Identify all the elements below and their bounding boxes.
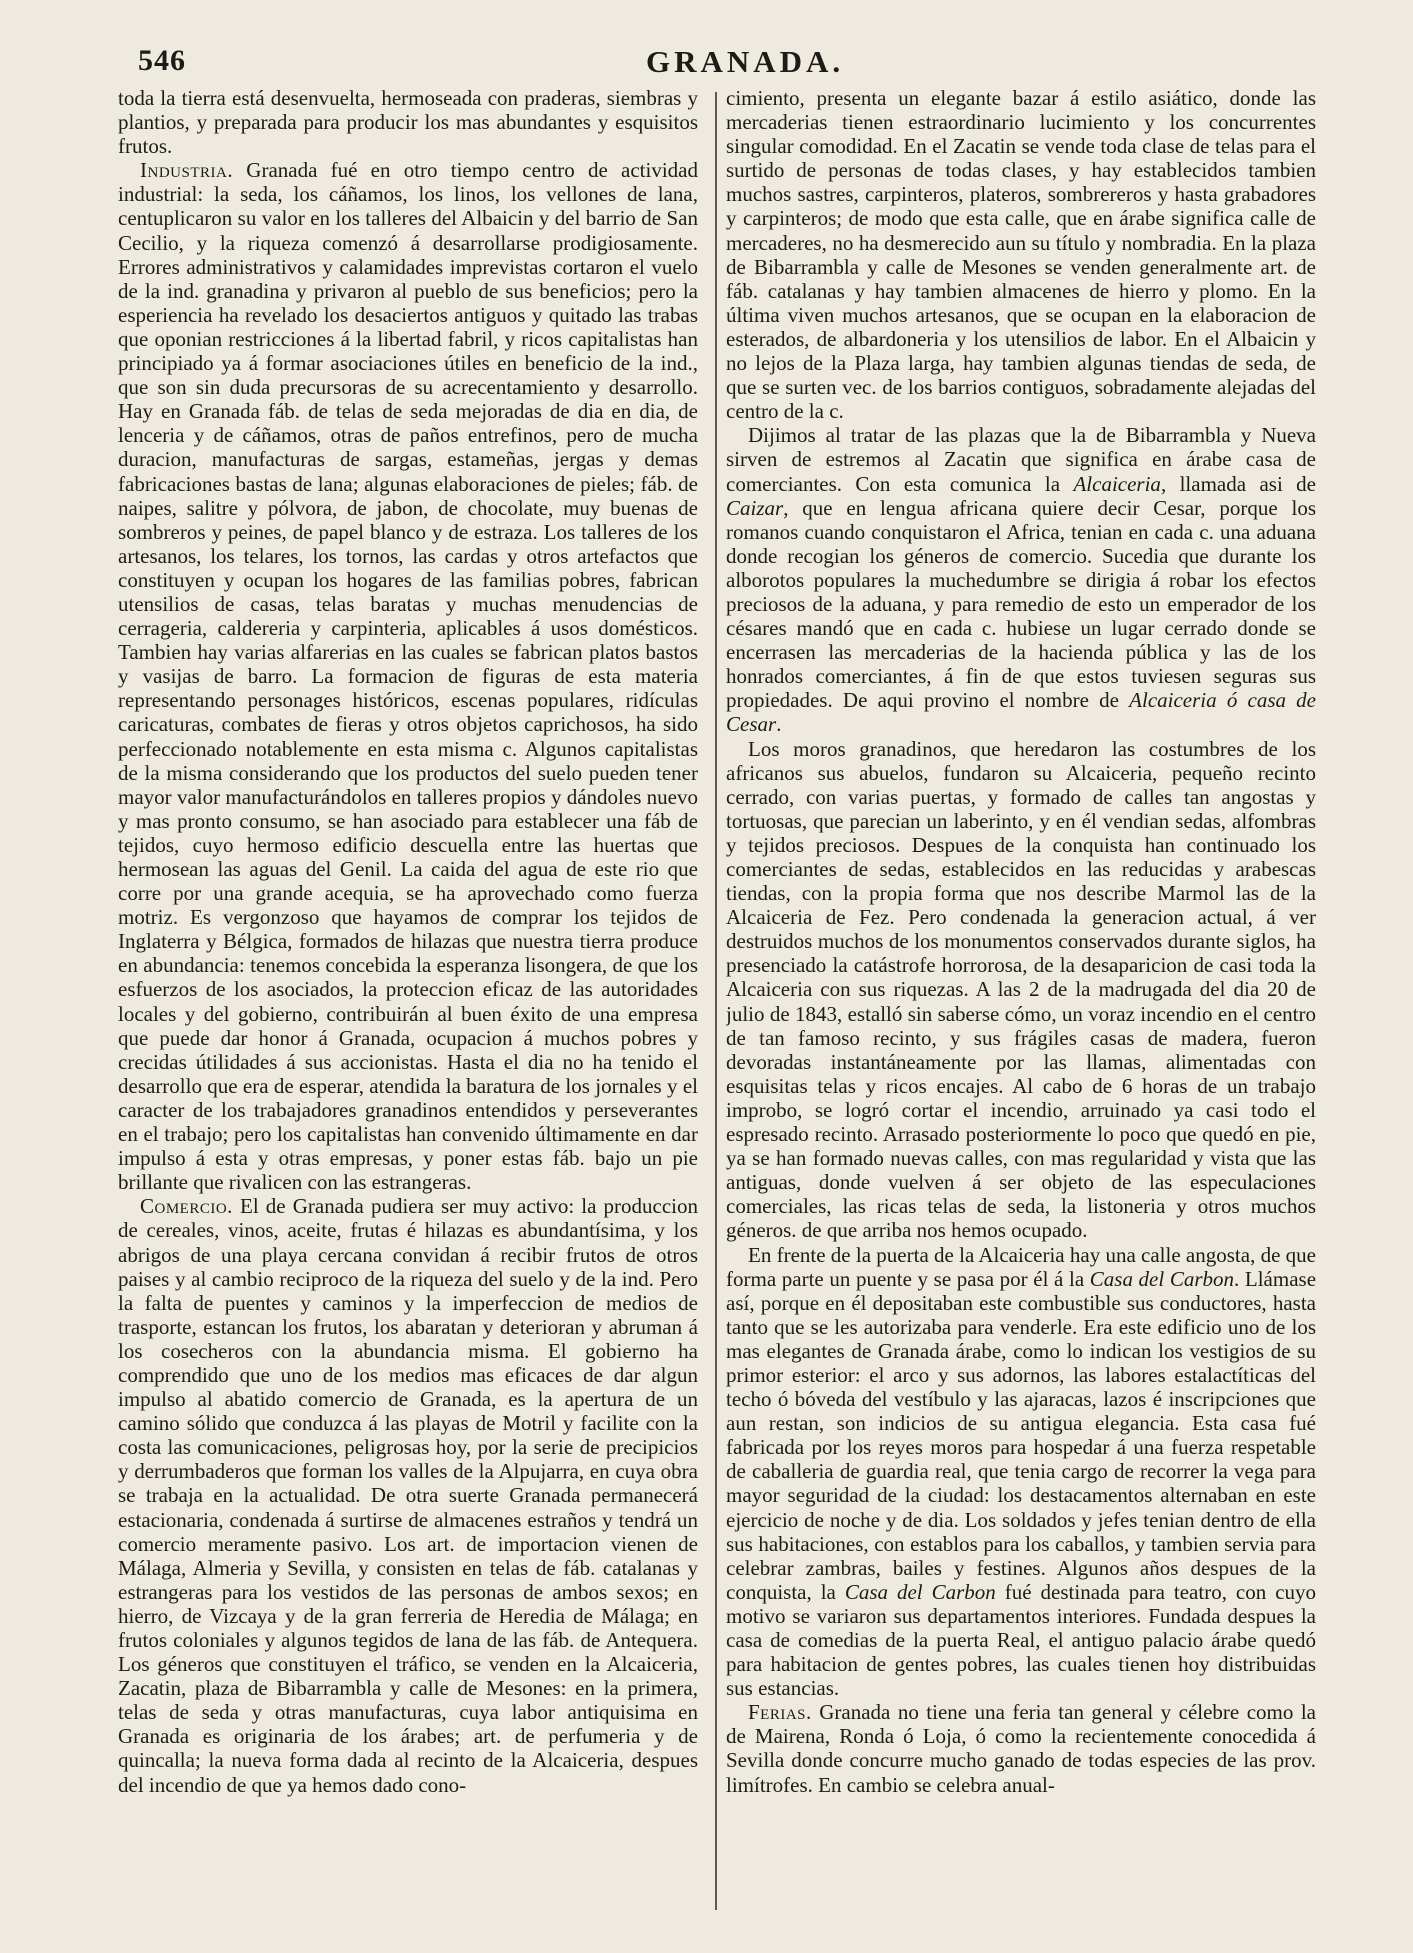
comercio-text: El de Granada pudiera ser muy activo: la produccion de cereales, vinos, aceite, frutas é hilazas es abundantísima, y los abrigos de una playa cercana convidan á recibir frutos de otros paises y al cambio reciproco de la riqueza del suelo y de la ind. Pero la falta de puentes y caminos y la imperfeccion de medios de trasporte, estancan los frutos, los abaratan y deterioran y abruman á los cosecheros con la abundancia misma. El gobierno ha comprendido que uno de los medios mas eficaces de dar algun impulso al abatido comercio de Granada, es la apertura de un camino sólido que conduzca á las playas de Motril y facilite con la costa las comunicaciones, peligrosas hoy, por la serie de precipicios y derrumbaderos que forman los valles de la Alpujarra, en cuya obra se trabaja en la actualidad. De otra suerte Granada permanecerá estacionaria, condenada á surtirse de almacenes estraños y tendrá un comercio meramente pasivo. Los art. de importacion vienen de Málaga, Almeria y Sevilla, y consisten en telas de fáb. catalanas y estrangeras para los vestidos de las personas de ambos sexos; en hierro, de Vizcaya y de la gran ferreria de Heredia de Málaga; en frutos coloniales y algunos tegidos de lana de las fáb. de Antequera. Los géneros que constituyen el tráfico, se venden en la Alcaiceria, Zacatin, plaza de Bibarrambla y calle de Mesones: en la primera, telas de seda y otras manufacturas, cuya labor antiquisima en Granada es originaria de los árabes; art. de perfumeria y de quincalla; la nueva forma dada al recinto de la Alcaiceria, despues del incendio de que ya hemos dado cono- (118, 1194, 698, 1797)
running-title: GRANADA. (646, 44, 845, 79)
paragraph-comercio (118, 1194, 698, 1796)
text-run: Dijimos al tratar de las plazas que la de Bibarrambla y Nueva sirven de estremos al Zacatin que significa en árabe casa de comerciantes. Con esta comunica la (726, 423, 1316, 496)
term-alcaiceria: Alcaiceria (1073, 471, 1161, 496)
paragraph-intro: toda la tierra está desenvuelta, hermoseada con praderas, siembras y plantios, y preparada para producir los mas abundantes y esquisitos frutos. (118, 86, 698, 159)
paragraph-continuation: cimiento, presenta un elegante bazar á estilo asiático, donde las mercaderias tienen estraordinario lucimiento y los concurrentes singular comodidad. En el Zacatin se vende toda clase de telas para el surtido de personas de todas clases, y hay establecidos tambien muchos sastres, carpinteros, plateros, sombrereros y hasta grabadores y carpinteros; de modo que esta calle, que en árabe significa calle de mercaderes, no ha desmerecido aun su título y nombradia. En la plaza de Bibarrambla y calle de Mesones se venden generalmente art. de fáb. catalanas y hay tambien almacenes de hierro y plomo. En la última viven muchos artesanos, que se ocupan en la elaboracion de esterados, de albardoneria y los utensilios de labor. En el Albaicin y no lejos de la Plaza larga, hay tambien algunas tiendas de seda, de que se surten vec. de los barrios contiguos, sobradamente alejadas del centro de la c. (726, 86, 1316, 424)
text-run: fué destinada para teatro, con cuyo motivo se variaron sus departamentos interiores. Fundada despues la casa de comedias de la puerta Real, el antiguo palacio árabe quedó para habitacion de gentes pobres, las cuales tienen hoy distribuidas sus estancias. (726, 1579, 1316, 1701)
text-run: , que en lengua africana quiere decir Cesar, porque los romanos cuando conquistaron el Africa, tenian en cada c. una aduana donde recogian los géneros de comercio. Sucedia que durante los alborotos populares la muchedumbre se dirigia á robar los efectos preciosos de la aduana, y para remedio de esto un emperador de los césares mandó que en cada c. hubiese un lugar cerrado donde se encerrasen las mercaderias de la hacienda pública y las de los honrados comerciantes, á fin de que estos tuviesen seguras sus propiedades. De aqui provino el nombre de (726, 495, 1316, 713)
paragraph-industria (118, 158, 698, 1194)
text-run: , llamada asi de (1160, 471, 1316, 496)
term-caizar: Caizar (726, 495, 784, 520)
paragraph-alcaiceria-origin (726, 423, 1316, 736)
industria-text: Granada fué en otro tiempo centro de actividad industrial: la seda, los cáñamos, los linos, los vellones de lana, centuplicaron su valor en los talleres del Albaicin y del barrio de San Cecilio, y la riqueza comenzó á desarrollarse prodigiosamente. Errores administrativos y calamidades imprevistas cortaron el vuelo de la ind. granadina y privaron al pueblo de sus beneficios; pero la esperiencia ha revelado los desaciertos antiguos y quitado las trabas que oponian restricciones á la libertad fabril, y ricos capitalistas han principiado ya á formar asociaciones útiles en beneficio de la ind., que son sin duda precursoras de su acrecentamiento y desarrollo. Hay en Granada fáb. de telas de seda mejoradas de dia en dia, de lenceria y de cáñamos, otras de paños entrefinos, pero de mucha duracion, manufacturas de sargas, estameñas, jergas y demas fabricaciones bastas de lana; algunas elaboraciones de pieles; fáb. de naipes, salitre y pólvora, de jabon, de chocolate, muy buenas de sombreros y peines, de papel blanco y de estraza. Los talleres de los artesanos, los telares, los tornos, las cardas y otros artefactos que constituyen y ocupan los hogares de las familias pobres, fabrican utensilios de casas, telas baratas y muchas menudencias de cerrageria, caldereria y carpinteria, aplicables á usos domésticos. Tambien hay varias alfarerias en las cuales se fabrican platos bastos y vasijas de barro. La formacion de figuras de esta materia representando personages históricos, escenas populares, ridículas caricaturas, combates de fieras y otros objetos caprichosos, ha sido perfeccionado notablemente en esta misma c. Algunos capitalistas de la misma considerando que los productos del suelo pueden tener mayor valor manufacturándolos en talleres propios y dándoles nuevo y mas pronto consumo, se han asociado para establecer una fáb de tejidos, cuyo hermoso edificio descuella entre las huertas que hermosean las aguas del Genil. La caida del agua de este rio que corre por una grande acequia, se ha aprovechado como fuerza motriz. Es vergonzoso que hayamos de comprar los tejidos de Inglaterra y Bélgica, formados de hilazas que nuestra tierra produce en abundancia: tenemos concebida la esperanza lisongera, de que los esfuerzos de los asociados, la proteccion eficaz de las autoridades locales y del gobierno, contribuirán al buen éxito de una empresa que puede dar honor á Granada, ocupacion á muchos pobres y crecidas útilidades á sus accionistas. Hasta el dia no ha tenido el desarrollo que era de esperar, atendida la baratura de los jornales y el caracter de los trabajadores granadinos entendidos y perseverantes en el trabajo; pero los capitalistas han convenido últimamente en dar impulso á esta y otras empresas, y poner estas fáb. bajo un pie brillante que rivalicen con las estrangeras. (118, 158, 698, 1195)
page-header (138, 44, 1318, 84)
column-divider (715, 92, 717, 1910)
page-number: 546 (138, 44, 186, 77)
text-run: En frente de la puerta de la Alcaiceria hay una calle angosta, de que forma parte un puente y se pasa por él á la (726, 1242, 1316, 1291)
paragraph-moros-granadinos: Los moros granadinos, que heredaron las costumbres de los africanos sus abuelos, fundaron su Alcaiceria, pequeño recinto cerrado, con varias puertas, y formado de calles tan angostas y tortuosas, que parecian un laberinto, y en él vendian sedas, alfombras y tejidos preciosos. Despues de la conquista han continuado los comerciantes de sedas, establecidos en las reducidas y arabescas tiendas, con la propia forma que nos describe Marmol las de la Alcaiceria de Fez. Pero condenada la generacion actual, á ver destruidos muchos de los monumentos conservados durante siglos, ha presenciado la catástrofe horrorosa, de la desaparicion de casi toda la Alcaiceria con sus riquezas. A las 2 de la madrugada del dia 20 de julio de 1843, estalló sin saberse cómo, un voraz incendio en el centro de tan famoso recinto, y sus frágiles casas de madera, fueron devoradas instantáneamente por las llamas, alimentadas con esquisitas telas y ricos encajes. Al cabo de 6 horas de un trabajo improbo, se logró cortar el incendio, arruinado ya casi todo el espresado recinto. Arrasado posteriormente lo poco que quedó en pie, ya se han formado nuevas calles, con mas regularidad y vista que las antiguas, donde vuelven á ser objeto de las especulaciones comerciales, las ricas telas de seda, la listoneria y otros muchos géneros. de que arriba nos hemos ocupado. (726, 736, 1316, 1243)
text-run: . (776, 712, 782, 737)
term-alcaiceria-casa-de-cesar: Alcaiceria ó casa de Cesar (726, 688, 1316, 737)
left-column (118, 86, 698, 1931)
right-column (726, 86, 1316, 1931)
text-run: . Llámase así, porque en él depositaban este combustible sus conductores, hasta tanto que se les autorizaba para venderle. Era este edificio uno de los mas elegantes de Granada árabe, como lo indican los vestigios de su primor esterior: el arco y sus adornos, las labores estalactíticas del techo ó bóveda del vestíbulo y las ajaracas, lazos é inscripciones que aun restan, son indicios de su antigua elegancia. Esta casa fué fabricada por los reyes moros para hospedar á una fuerza respetable de caballeria de guardia real, que tenia cargo de recorrer la vega para mayor seguridad de la ciudad: los destacamentos alternaban en este ejercicio de noche y de dia. Los soldados y jefes tenian dentro de ella sus habitaciones, con establos para los caballos, y tambien servia para celebrar zambras, bailes y festines. Algunos años despues de la conquista, la (726, 1266, 1316, 1604)
paragraph-casa-del-carbon (726, 1243, 1316, 1701)
section-label-ferias: Ferias. (748, 1700, 812, 1725)
ferias-text: Granada no tiene una feria tan general y célebre como la de Mairena, Ronda ó Loja, ó como la recientemente conocedida á Sevilla donde concurre mucho ganado de todas especies de las prov. limítrofes. En cambio se celebra anual- (726, 1700, 1316, 1797)
section-label-industria: Industria. (140, 158, 234, 183)
term-casa-del-carbon-2: Casa del Carbon (844, 1579, 996, 1604)
term-casa-del-carbon: Casa del Carbon (1089, 1266, 1235, 1291)
paragraph-ferias (726, 1700, 1316, 1796)
section-label-comercio: Comercio. (140, 1194, 233, 1219)
